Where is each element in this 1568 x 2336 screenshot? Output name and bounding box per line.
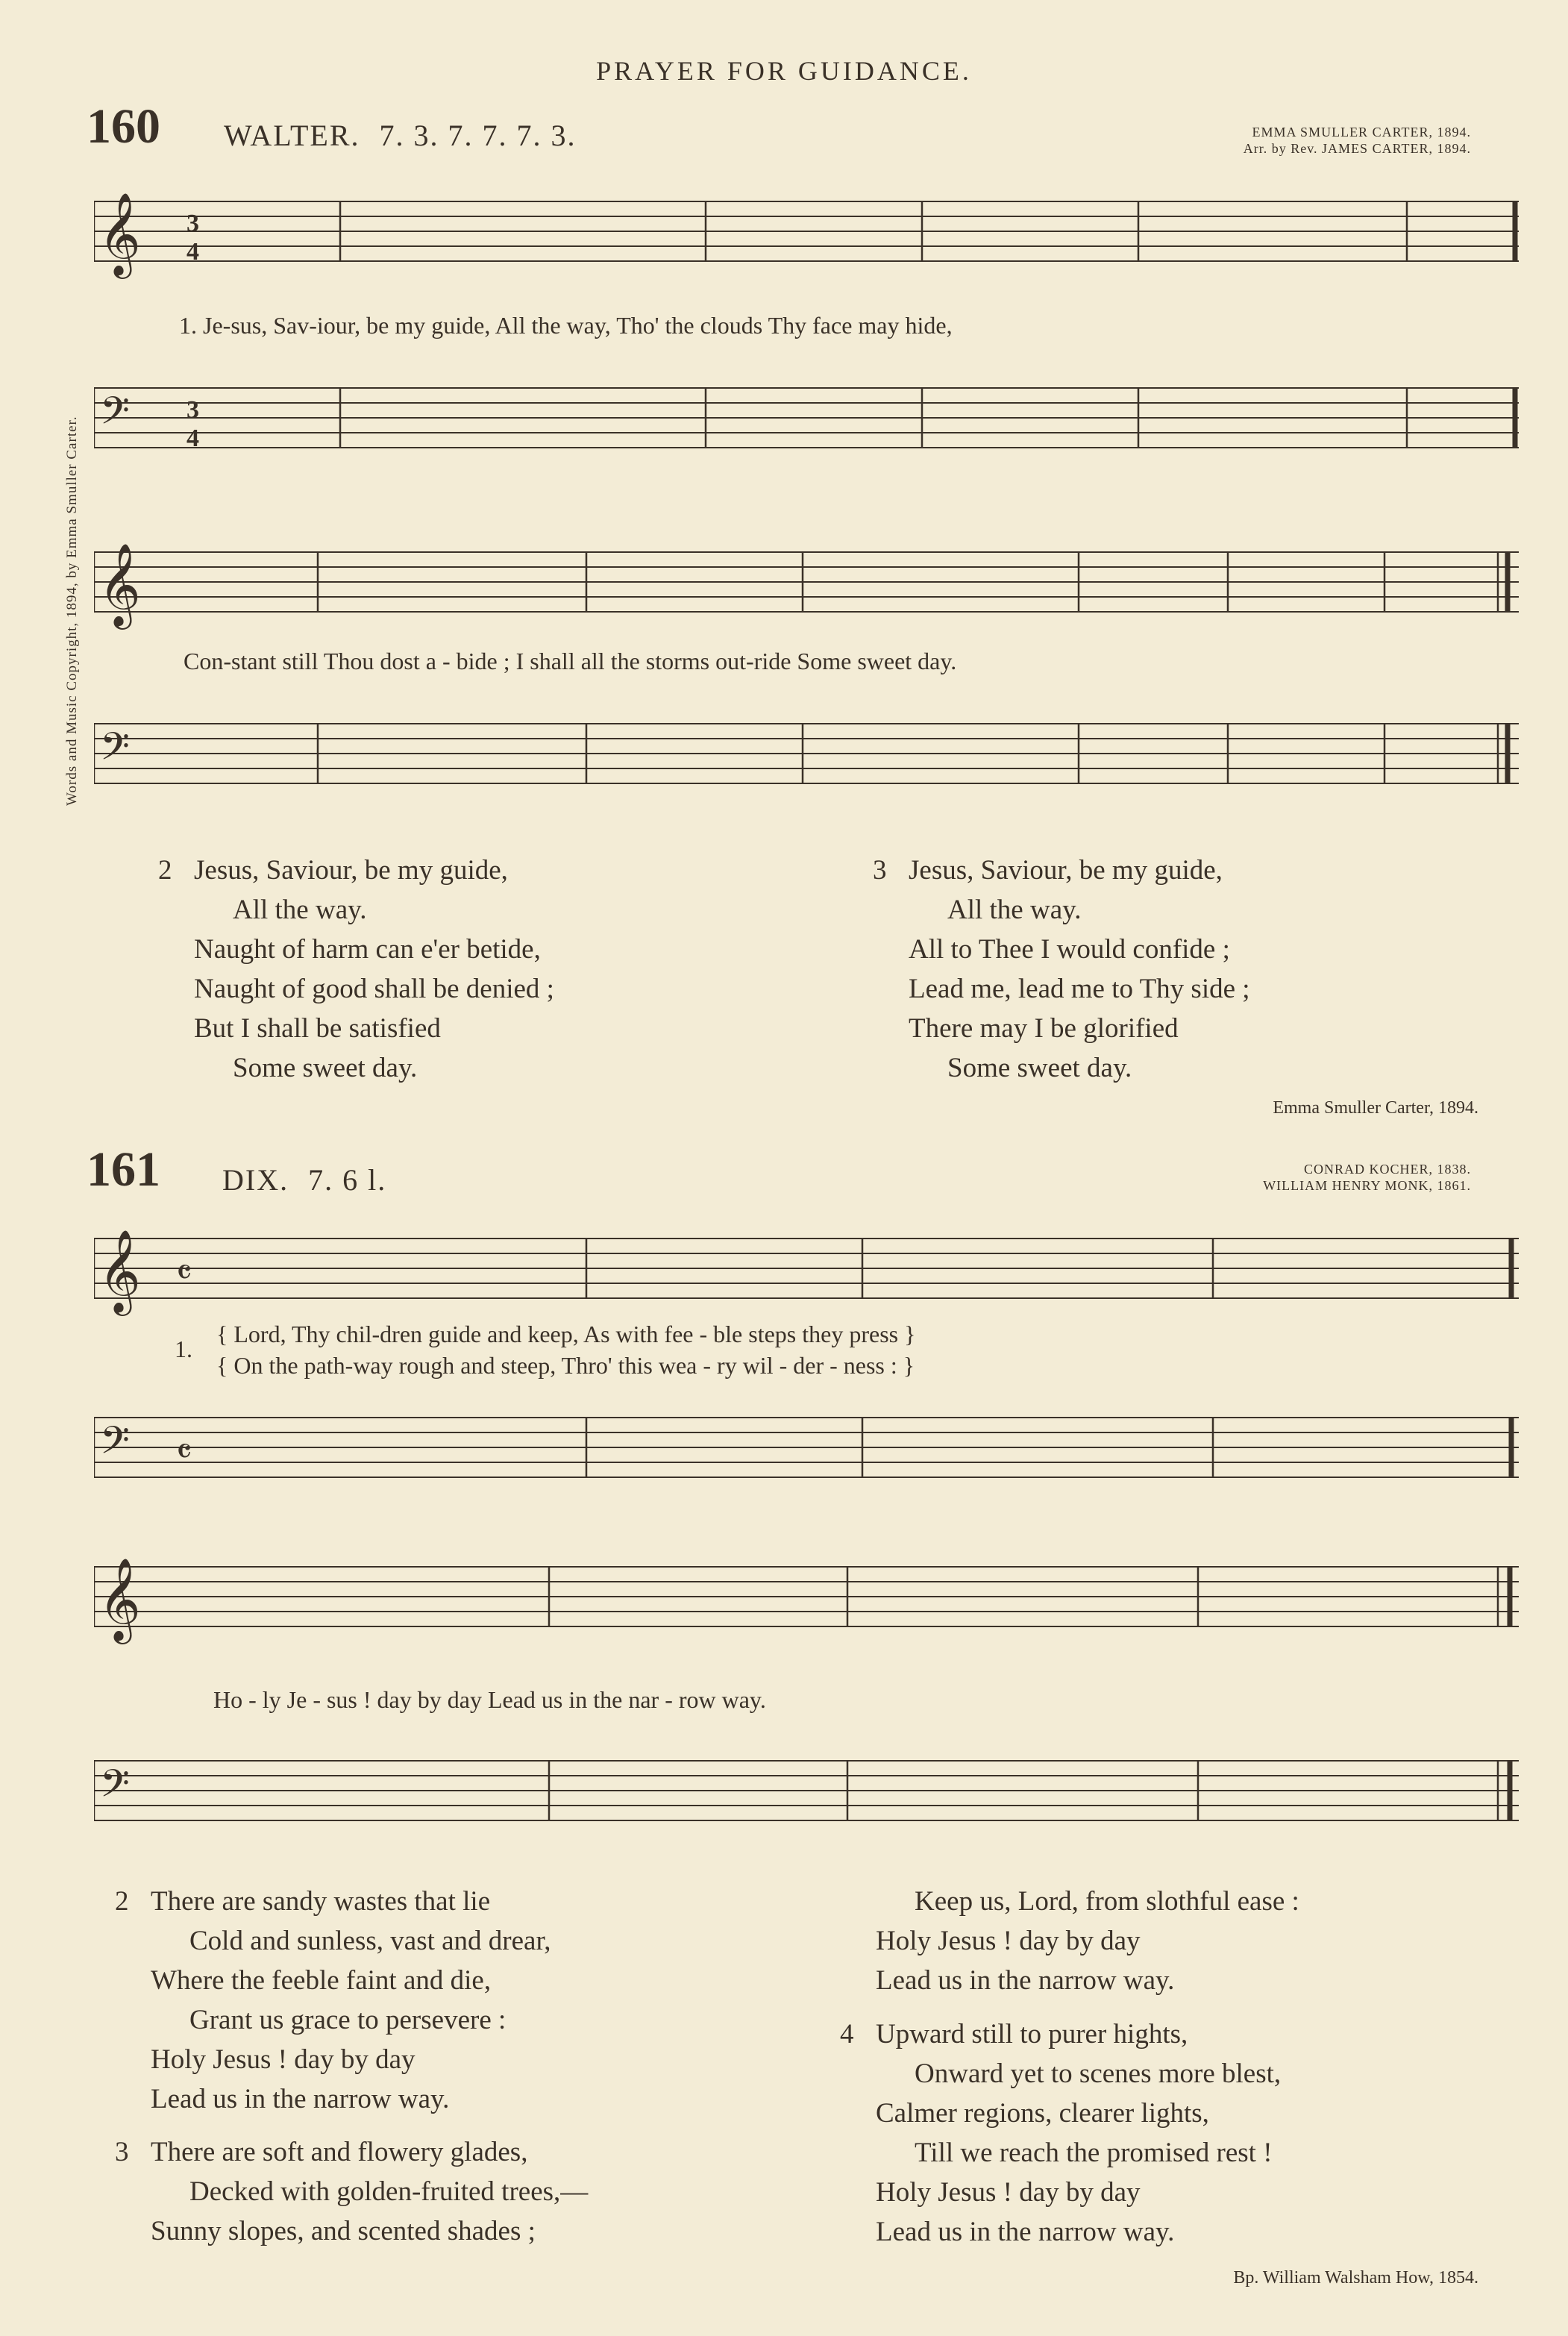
svg-text:𝄞: 𝄞 [98,1559,141,1639]
verse-line: There may I be glorified [909,1013,1179,1044]
verse-line: Some sweet day. [233,1053,418,1083]
verse-number: 3 [873,855,887,886]
verse-line: Naught of good shall be denied ; [194,974,554,1004]
verse-line: There are sandy wastes that lie [151,1886,491,1917]
verse-line: Onward yet to scenes more blest, [915,2058,1282,2089]
hymn-161-number: 161 [87,1142,160,1197]
hymn-160-copyright [42,179,80,806]
svg-text:𝄢: 𝄢 [100,391,130,442]
svg-text:𝄢: 𝄢 [100,727,130,777]
hymn-161-tune-name: DIX. [222,1163,289,1197]
verse-line: All the way. [947,895,1082,925]
hymn-160-tune-name: WALTER. [224,119,360,152]
verse-number: 2 [115,1886,129,1917]
verse-line: Sunny slopes, and scented shades ; [151,2216,536,2246]
verse-line: Grant us grace to persevere : [189,2005,507,2035]
hymn-161-credits [1023,1161,1471,1194]
hymn-160-tune [224,118,577,153]
hymn-160-verse-3 [873,851,1250,1088]
verse-line: Upward still to purer hights, [876,2019,1188,2050]
svg-text:𝄴: 𝄴 [176,1432,192,1472]
hymn-160-system-1-treble-staff [94,187,1519,298]
hymn-161-system-1-treble-staff [94,1224,1519,1328]
svg-text:𝄢: 𝄢 [100,1764,130,1814]
verse-line: Some sweet day. [947,1053,1132,1083]
verse-line: Holy Jesus ! day by day [151,2044,415,2075]
svg-text:4: 4 [186,238,199,266]
hymn-160-lyric-line-1: 1. Je-sus, Sav-iour, be my guide, All the way, Tho' the clouds Thy face may hide, [179,312,953,339]
svg-text:3: 3 [186,396,199,424]
hymn-161-verse-4 [840,2014,1281,2252]
verse-line: All to Thee I would confide ; [909,934,1230,965]
verse-number: 3 [115,2137,129,2167]
verse-line: Holy Jesus ! day by day [876,2177,1141,2208]
hymn-160-meter: 7. 3. 7. 7. 7. 3. [379,119,577,152]
hymn-161-attribution: Bp. William Walsham How, 1854. [1233,2268,1478,2288]
copyright-text: Words and Music Copyright, 1894, by Emma Smuller Carter. [64,416,80,806]
hymn-161-lyric-line-2: Ho - ly Je - sus ! day by day Lead us in the nar - row way. [213,1686,766,1713]
verse-line: Lead us in the narrow way. [876,1965,1175,1996]
verse-line: Calmer regions, clearer lights, [876,2098,1209,2129]
hymn-160-credit-arr: Arr. by Rev. JAMES CARTER, 1894. [1243,141,1471,156]
hymn-160-system-2-treble-staff [94,537,1519,642]
hymn-160-credit-words: EMMA SMULLER CARTER, 1894. [1252,125,1471,140]
verse-line: All the way. [233,895,367,925]
hymn-161-system-2-treble-staff [94,1552,1519,1656]
verse-line: Jesus, Saviour, be my guide, [194,855,508,886]
hymn-161-verse-3 [115,2132,588,2251]
verse-line: Keep us, Lord, from slothful ease : [915,1886,1299,1917]
hymn-160-credits [1023,124,1471,157]
hymn-161-credit-music: CONRAD KOCHER, 1838. [1303,1162,1471,1177]
hymn-161-verse-3-continued [840,1882,1299,2000]
verse-line: Lead us in the narrow way. [151,2084,450,2114]
verse-line: Where the feeble faint and die, [151,1965,492,1996]
hymn-161-system-1-bass-staff [94,1403,1519,1507]
hymn-160-verse-2 [158,851,554,1088]
hymn-160-lyric-line-2: Con-stant still Thou dost a - bide ; I shall all the storms out-ride Some sweet day. [184,648,957,674]
svg-text:𝄞: 𝄞 [98,545,141,624]
verse-line: Jesus, Saviour, be my guide, [909,855,1223,886]
svg-text:3: 3 [186,210,199,237]
hymn-161-meter: 7. 6 l. [308,1163,387,1197]
verse-line: But I shall be satisfied [194,1013,441,1044]
verse-number: 2 [158,855,172,886]
page-header: PRAYER FOR GUIDANCE. [596,56,972,86]
verse-line: Holy Jesus ! day by day [876,1926,1141,1956]
hymn-161-lyric-line-1b: { On the path-way rough and steep, Thro' this wea - ry wil - der - ness : } [216,1352,915,1379]
svg-text:𝄴: 𝄴 [176,1253,192,1293]
verse-line: Naught of harm can e'er betide, [194,934,541,965]
verse-line: Decked with golden-fruited trees,— [189,2176,589,2207]
hymn-160-system-1-bass-staff [94,373,1519,477]
verse-line: Lead us in the narrow way. [876,2217,1175,2247]
svg-text:𝄢: 𝄢 [100,1421,130,1471]
hymn-161-credit-arr: WILLIAM HENRY MONK, 1861. [1263,1178,1471,1193]
hymn-160-number: 160 [87,99,160,154]
hymn-160-system-2-bass-staff [94,709,1519,813]
hymn-161-lyric-verse-no: 1. [175,1335,192,1362]
verse-line: Cold and sunless, vast and drear, [189,1926,551,1956]
hymn-160-attribution: Emma Smuller Carter, 1894. [1273,1098,1478,1118]
hymn-161-system-2-bass-staff [94,1746,1519,1850]
verse-line: Lead me, lead me to Thy side ; [909,974,1250,1004]
verse-number: 4 [840,2019,854,2050]
verse-line: Till we reach the promised rest ! [915,2138,1273,2168]
hymn-161-tune [222,1162,386,1197]
svg-text:4: 4 [186,425,199,452]
svg-text:𝄞: 𝄞 [98,1231,141,1311]
svg-text:𝄞: 𝄞 [98,194,141,274]
verse-line: There are soft and flowery glades, [151,2137,528,2167]
hymn-161-verse-2 [115,1882,551,2119]
hymn-161-lyric-line-1a: { Lord, Thy chil-dren guide and keep, As with fee - ble steps they press } [216,1321,916,1347]
